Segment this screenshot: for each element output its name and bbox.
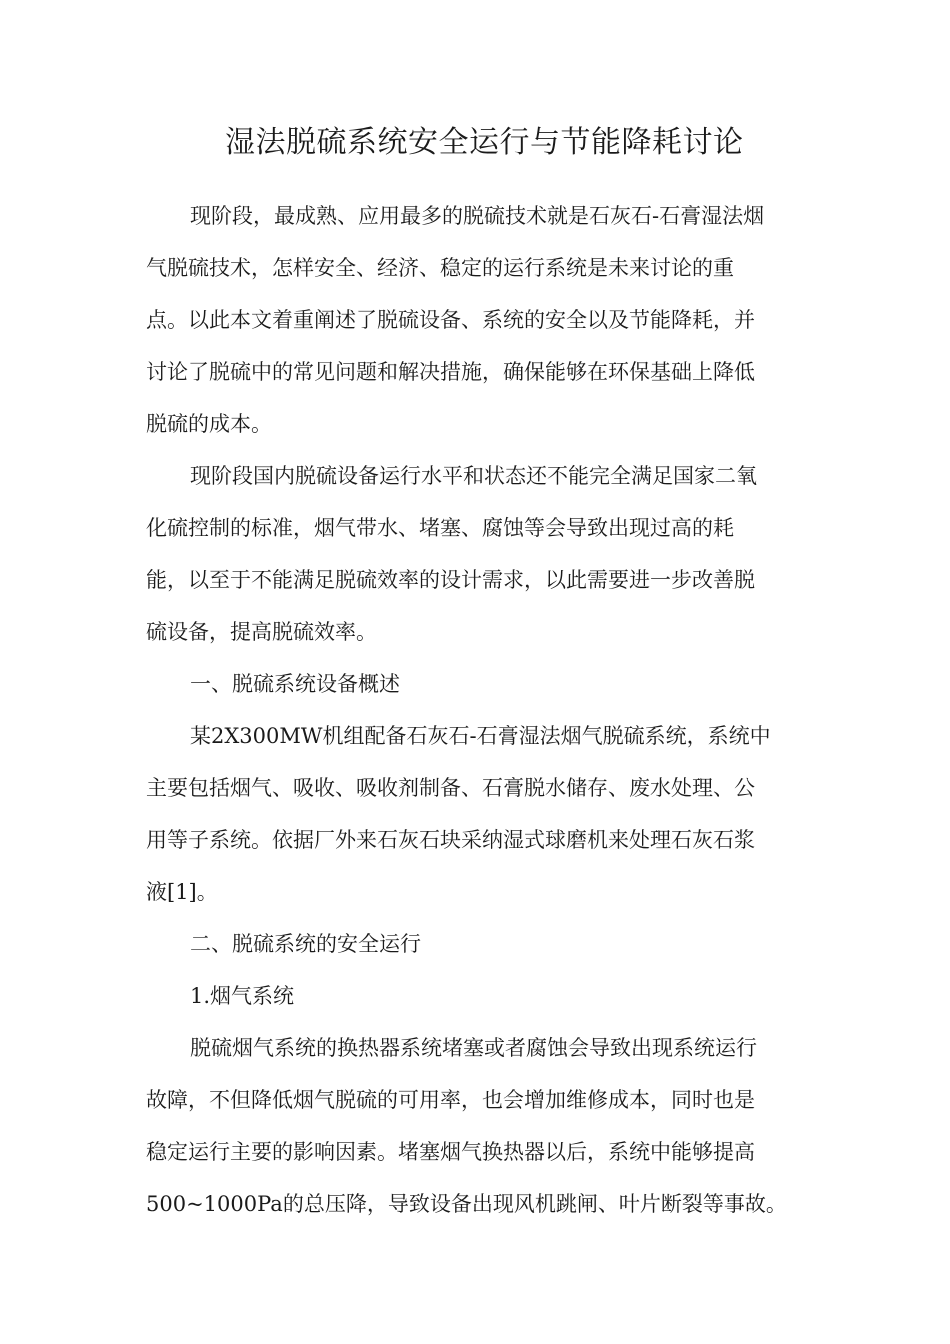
text-line: 点。以此本文着重阐述了脱硫设备、系统的安全以及节能降耗，并 (146, 308, 755, 332)
paragraph-flue-gas (146, 1022, 806, 1230)
text-line: 现阶段，最成熟、应用最多的脱硫技术就是石灰石-石膏湿法烟 (190, 204, 765, 228)
text-line: 稳定运行主要的影响因素。堵塞烟气换热器以后，系统中能够提高 (146, 1140, 755, 1164)
text-line: 故障，不但降低烟气脱硫的可用率，也会增加维修成本，同时也是 (146, 1088, 755, 1112)
subsection-heading-flue-gas (146, 970, 806, 1022)
text-line: 脱硫烟气系统的换热器系统堵塞或者腐蚀会导致出现系统运行 (190, 1036, 757, 1060)
paragraph-intro (146, 190, 806, 450)
section-heading-safe-operation (146, 918, 806, 970)
section-heading: 二、脱硫系统的安全运行 (190, 932, 421, 956)
text-line: 硫设备，提高脱硫效率。 (146, 620, 377, 644)
section-heading-overview (146, 658, 806, 710)
paragraph-status (146, 450, 806, 658)
section-heading: 一、脱硫系统设备概述 (190, 672, 400, 696)
text-line: 主要包括烟气、吸收、吸收剂制备、石膏脱水储存、废水处理、公 (146, 776, 755, 800)
text-line: 某2X300MW机组配备石灰石-石膏湿法烟气脱硫系统，系统中 (190, 724, 771, 748)
text-line: 能，以至于不能满足脱硫效率的设计需求，以此需要进一步改善脱 (146, 568, 755, 592)
text-line: 化硫控制的标准，烟气带水、堵塞、腐蚀等会导致出现过高的耗 (146, 516, 734, 540)
text-line: 用等子系统。依据厂外来石灰石块采纳湿式球磨机来处理石灰石浆 (146, 828, 755, 852)
subsection-heading: 1.烟气系统 (190, 984, 295, 1008)
document-title: 湿法脱硫系统安全运行与节能降耗讨论 (225, 125, 744, 160)
text-line: 气脱硫技术，怎样安全、经济、稳定的运行系统是未来讨论的重 (146, 256, 734, 280)
document-body (146, 190, 806, 1230)
text-line: 500~1000Pa的总压降，导致设备出现风机跳闸、叶片断裂等事故。 (146, 1192, 787, 1216)
text-line: 脱硫的成本。 (146, 412, 272, 436)
paragraph-overview (146, 710, 806, 918)
text-line: 液[1]。 (146, 880, 218, 904)
text-line: 现阶段国内脱硫设备运行水平和状态还不能完全满足国家二氧 (190, 464, 757, 488)
text-line: 讨论了脱硫中的常见问题和解决措施，确保能够在环保基础上降低 (146, 360, 755, 384)
